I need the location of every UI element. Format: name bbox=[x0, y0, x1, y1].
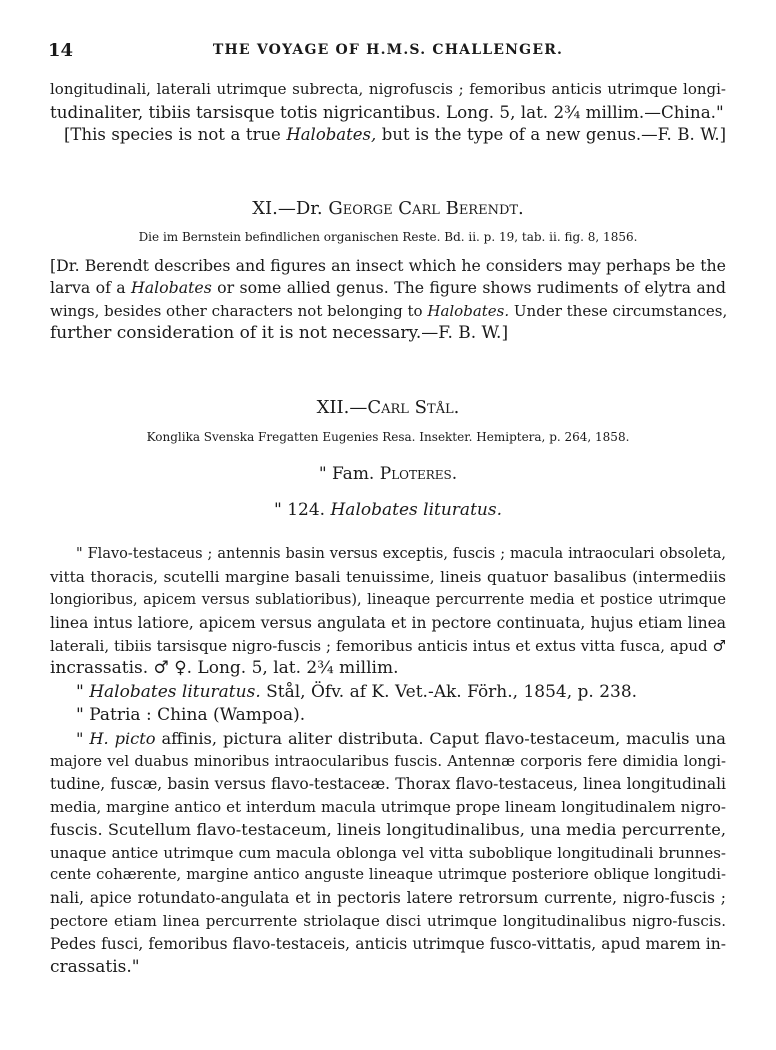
section-xii-heading bbox=[0, 397, 776, 418]
section-xi-p2-a: larva of a bbox=[50, 278, 131, 297]
running-title: THE VOYAGE OF H.M.S. CHALLENGER. bbox=[212, 42, 564, 58]
section-xi-heading bbox=[0, 198, 776, 219]
intro-note-genus: Halobates, bbox=[286, 125, 377, 144]
section-xi-p2-genus: Halobates bbox=[130, 278, 212, 297]
extended-line-6: unaque antice utrimque cum macula oblonga vel vitta suboblique longitudinali brunnes- bbox=[50, 844, 726, 862]
extended-line-4: media, margine antico et interdum macula utrimque prope lineam longitudinalem nigro- bbox=[50, 798, 726, 816]
extended-line-1 bbox=[76, 728, 726, 750]
section-xi-para-line-3 bbox=[50, 300, 726, 322]
section-xi-para-line-4: further consideration of it is not necessary.—F. B. W.] bbox=[50, 323, 509, 343]
intro-note-suffix: but is the type of a new genus.—F. B. W.] bbox=[376, 125, 727, 144]
section-xi-author: George Carl Berendt. bbox=[328, 198, 524, 219]
extended-prefix: " bbox=[76, 729, 90, 748]
intro-note-prefix: [This species is not a true bbox=[64, 125, 287, 144]
section-xi-p3-genus: Halobates. bbox=[427, 302, 510, 320]
description-line-1: " Flavo-testaceus ; antennis basin versus exceptis, fuscis ; macula intraoculari obsoleta, bbox=[76, 546, 726, 562]
extended-line-11: crassatis." bbox=[50, 957, 140, 977]
patria-line: " Patria : China (Wampoa). bbox=[76, 705, 306, 725]
description-line-6: incrassatis. ♂ ♀. Long. 5, lat. 2¾ millim. bbox=[50, 658, 399, 678]
synonym-name: " Halobates lituratus. bbox=[76, 682, 261, 702]
species-name: Halobates lituratus. bbox=[330, 500, 502, 520]
section-xii-citation: Konglika Svenska Fregatten Eugenies Resa. Insekter. Hemiptera, p. 264, 1858. bbox=[146, 430, 630, 444]
family-prefix: " Fam. bbox=[318, 464, 380, 484]
section-xii-author: Carl Stål. bbox=[367, 397, 460, 418]
section-xi-p2-b: or some allied genus. The figure shows rudiments of elytra and bbox=[211, 278, 726, 297]
description-line-3: longioribus, apicem versus sublatioribus), lineaque percurrente media et postice utrimque bbox=[50, 592, 726, 608]
section-xi-p3-a: wings, besides other characters not belonging to bbox=[50, 302, 428, 320]
description-line-5: laterali, tibiis tarsisque nigro-fuscis ; femoribus anticis intus et extus vitta fusca, apud ♂ bbox=[50, 637, 726, 655]
extended-line-1-rest: affinis, pictura aliter distributa. Caput flavo-testaceum, maculis una bbox=[155, 729, 726, 748]
extended-line-5: fuscis. Scutellum flavo-testaceum, lineis longitudinalibus, una media percurrente, bbox=[50, 820, 726, 839]
extended-species: H. picto bbox=[89, 729, 156, 748]
extended-line-10: Pedes fusci, femoribus flavo-testaceis, anticis utrimque fusco-vittatis, apud marem in- bbox=[50, 935, 726, 953]
section-xi-para-line-1: [Dr. Berendt describes and figures an insect which he considers may perhaps be the bbox=[50, 256, 726, 275]
extended-line-3: tudine, fuscæ, basin versus flavo-testaceæ. Thorax flavo-testaceus, linea longitudinali bbox=[50, 775, 726, 793]
intro-line-2: tudinaliter, tibiis tarsisque totis nigricantibus. Long. 5, lat. 2¾ millim.—China." bbox=[50, 102, 724, 122]
description-line-2: vitta thoracis, scutelli margine basali tenuissime, lineis quatuor basalibus (intermediis bbox=[50, 568, 726, 586]
intro-note bbox=[64, 124, 726, 146]
page-number: 14 bbox=[48, 40, 74, 61]
section-xi-p3-b: Under these circumstances, bbox=[509, 302, 728, 320]
description-line-4: linea intus latiore, apicem versus angulata et in pectore continuata, hujus etiam linea bbox=[50, 614, 726, 632]
section-xi-number: XI.—Dr. bbox=[252, 198, 329, 219]
extended-line-2: majore vel duabus minoribus intraocularibus fuscis. Antennæ corporis fere dimidia longi- bbox=[50, 753, 726, 770]
extended-line-8: nali, apice rotundato-angulata et in pectoris latere retrorsum currente, nigro-fuscis ; bbox=[50, 889, 726, 907]
extended-line-7: cente cohærente, margine antico anguste lineaque utrimque posteriore oblique longitudi- bbox=[50, 866, 726, 883]
species-prefix: " 124. bbox=[274, 500, 331, 520]
section-xi-citation: Die im Bernstein befindlichen organischen Reste. Bd. ii. p. 19, tab. ii. fig. 8, 1856. bbox=[138, 230, 638, 244]
family-name: Ploteres. bbox=[379, 464, 458, 484]
section-xi-para-line-2 bbox=[50, 277, 726, 299]
synonym-line bbox=[76, 681, 726, 703]
family-heading bbox=[0, 464, 776, 484]
section-xii-number: XII.— bbox=[316, 397, 368, 418]
species-heading bbox=[0, 500, 776, 520]
extended-line-9: pectore etiam linea percurrente striolaque disci utrimque longitudinalibus nigro-fuscis. bbox=[50, 912, 726, 930]
synonym-reference: Stål, Öfv. af K. Vet.-Ak. Förh., 1854, p. 238. bbox=[260, 682, 638, 702]
intro-line-1: longitudinali, laterali utrimque subrecta, nigrofuscis ; femoribus anticis utrimque longi- bbox=[50, 80, 726, 98]
